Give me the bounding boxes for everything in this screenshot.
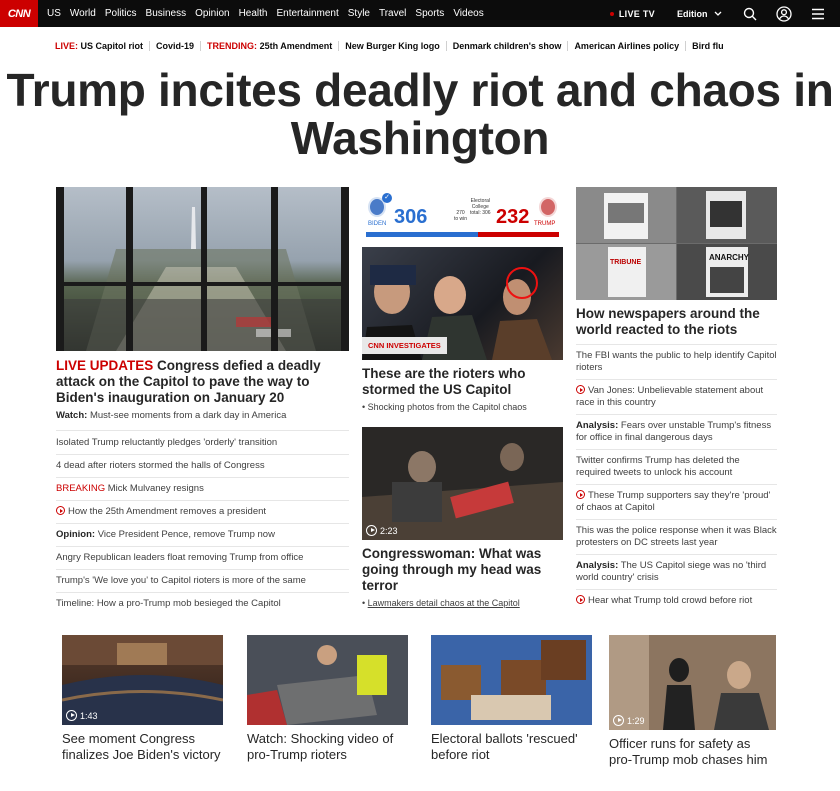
section-links <box>47 8 493 19</box>
account-icon[interactable] <box>776 6 792 22</box>
list-item[interactable]: Opinion: Vice President Pence, remove Trump now <box>56 524 349 547</box>
newspapers-illustration <box>576 187 777 300</box>
congresswoman-video-thumb[interactable] <box>362 427 563 540</box>
bottom-caption: Officer runs for safety as pro-Trump mob chases him <box>609 736 768 767</box>
bottom-card[interactable] <box>247 635 408 762</box>
list-item[interactable]: This was the police response when it was Black protesters on DC streets last year <box>576 520 777 555</box>
edition-dropdown[interactable]: Edition <box>677 9 722 19</box>
ballots-illustration <box>431 635 592 725</box>
biden-votes: 306 <box>394 206 428 228</box>
officer-video-thumb <box>609 635 776 730</box>
middle-column <box>362 190 563 609</box>
list-item[interactable]: Twitter confirms Trump has deleted the required tweets to unlock his account <box>576 450 777 485</box>
biden-bar <box>366 232 478 237</box>
rioters-image[interactable] <box>362 247 563 360</box>
play-icon <box>366 525 377 536</box>
ec-total-label: Electoral College total: 306 <box>470 198 491 216</box>
video-duration: 1:29 <box>613 715 645 726</box>
nav-link-world[interactable]: World <box>69 8 96 19</box>
trending-live-riot[interactable]: LIVE: US Capitol riot <box>55 41 144 51</box>
electoral-graphic[interactable] <box>362 190 563 242</box>
paper-anarchy: ANARCHY <box>709 253 749 262</box>
rioters-video-thumb <box>247 635 408 725</box>
nav-link-opinion[interactable]: Opinion <box>195 8 230 19</box>
cnn-logo[interactable]: CNN <box>0 0 38 27</box>
lead-story-title[interactable]: LIVE UPDATES Congress defied a deadly attack on the Capitol to pave the way to Biden's inauguration on January 20 <box>56 358 321 405</box>
nav-link-videos[interactable]: Videos <box>453 8 484 19</box>
list-item[interactable]: These Trump supporters say they're 'proud' of chaos at Capitol <box>576 485 777 520</box>
trending-covid[interactable]: Covid-19 <box>149 41 200 51</box>
congresswoman-video-illustration <box>362 427 563 540</box>
newspapers-story-title[interactable]: How newspapers around the world reacted to the riots <box>576 306 777 345</box>
play-icon <box>613 715 624 726</box>
top-nav <box>0 0 840 27</box>
paper-tribune: TRIBUNE <box>610 259 642 266</box>
congresswoman-story-title[interactable]: Congresswoman: What was going through my head was terror <box>362 546 542 593</box>
rioters-video-illustration <box>247 635 408 725</box>
list-item[interactable]: Timeline: How a pro-Trump mob besieged the Capitol <box>56 598 281 609</box>
watch-link[interactable]: Watch: Must-see moments from a dark day in America <box>56 410 349 431</box>
list-item[interactable]: Hear what Trump told crowd before riot <box>576 590 777 612</box>
rioters-story-sub[interactable]: • Shocking photos from the Capitol chaos <box>362 402 527 412</box>
nav-link-entertainment[interactable]: Entertainment <box>276 8 339 19</box>
rioters-story-title[interactable]: These are the rioters who stormed the US Capitol <box>362 366 526 397</box>
nav-link-sports[interactable]: Sports <box>415 8 445 19</box>
nav-link-health[interactable]: Health <box>238 8 268 19</box>
congresswoman-story-sub[interactable]: • Lawmakers detail chaos at the Capitol <box>362 598 520 608</box>
newspapers-image[interactable] <box>576 187 777 300</box>
menu-icon[interactable] <box>810 6 826 22</box>
bottom-card[interactable] <box>431 635 592 762</box>
nav-link-business[interactable]: Business <box>145 8 187 19</box>
nav-link-us[interactable]: US <box>47 8 61 19</box>
search-icon[interactable] <box>742 6 758 22</box>
nav-link-travel[interactable]: Travel <box>378 8 407 19</box>
list-item[interactable]: Isolated Trump reluctantly pledges 'orderly' transition <box>56 432 349 455</box>
list-item[interactable]: 4 dead after rioters stormed the halls of Congress <box>56 455 349 478</box>
bottom-caption: See moment Congress finalizes Joe Biden's victory <box>62 731 221 762</box>
right-column <box>576 187 777 612</box>
play-icon <box>56 506 65 515</box>
list-item[interactable]: Van Jones: Unbelievable statement about race in this country <box>576 380 777 415</box>
cnn-investigates-badge: CNN INVESTIGATES <box>362 337 447 354</box>
play-icon <box>576 385 585 394</box>
right-story-list <box>576 345 777 612</box>
list-item[interactable]: BREAKING Mick Mulvaney resigns <box>56 478 349 501</box>
trump-avatar <box>539 197 557 217</box>
congress-chamber-thumb <box>62 635 223 725</box>
trending-american-airlines[interactable]: American Airlines policy <box>567 41 685 51</box>
capitol-crowd-image[interactable] <box>56 187 349 351</box>
ballots-thumb <box>431 635 592 725</box>
list-item[interactable]: How the 25th Amendment removes a president <box>56 501 349 524</box>
play-icon <box>66 710 77 721</box>
main-headline[interactable]: Trump incites deadly riot and chaos in Washington <box>6 64 834 164</box>
live-dot-icon <box>610 12 614 16</box>
live-tv-link[interactable]: LIVE TV <box>610 9 655 19</box>
trump-votes: 232 <box>496 206 530 228</box>
list-item[interactable]: Analysis: The US Capitol siege was no 'third world country' crisis <box>576 555 777 590</box>
play-icon <box>576 490 585 499</box>
capitol-crowd-illustration <box>56 187 349 351</box>
video-duration: 2:23 <box>366 525 398 536</box>
trump-label: TRUMP <box>534 221 556 227</box>
nav-link-style[interactable]: Style <box>347 8 370 19</box>
bottom-card[interactable] <box>609 635 776 767</box>
chevron-down-icon <box>714 11 722 17</box>
bottom-caption: Electoral ballots 'rescued' before riot <box>431 731 578 762</box>
list-item[interactable]: Angry Republican leaders float removing Trump from office <box>56 547 349 570</box>
trump-bar <box>478 232 559 237</box>
nav-link-politics[interactable]: Politics <box>104 8 137 19</box>
play-icon <box>576 595 585 604</box>
bottom-caption: Watch: Shocking video of pro-Trump rioters <box>247 731 394 762</box>
biden-label: BIDEN <box>368 221 387 227</box>
winner-check-icon: ✓ <box>382 193 392 203</box>
win-threshold-label: 270 to win <box>454 210 468 222</box>
video-duration: 1:43 <box>66 710 98 721</box>
trending-25th[interactable]: TRENDING: 25th Amendment <box>200 41 338 51</box>
list-item[interactable]: The FBI wants the public to help identify Capitol rioters <box>576 345 777 380</box>
trending-bird-flu[interactable]: Bird flu <box>685 41 730 51</box>
list-item[interactable]: Trump's 'We love you' to Capitol rioters is more of the same <box>56 570 349 593</box>
lead-story-list <box>56 432 349 615</box>
bottom-card[interactable] <box>62 635 223 762</box>
trending-burger-king[interactable]: New Burger King logo <box>338 41 446 51</box>
trending-denmark[interactable]: Denmark children's show <box>446 41 568 51</box>
lead-column <box>56 187 349 615</box>
trending-bar <box>55 39 730 53</box>
list-item[interactable]: Analysis: Fears over unstable Trump's fitness for office in final dangerous days <box>576 415 777 450</box>
